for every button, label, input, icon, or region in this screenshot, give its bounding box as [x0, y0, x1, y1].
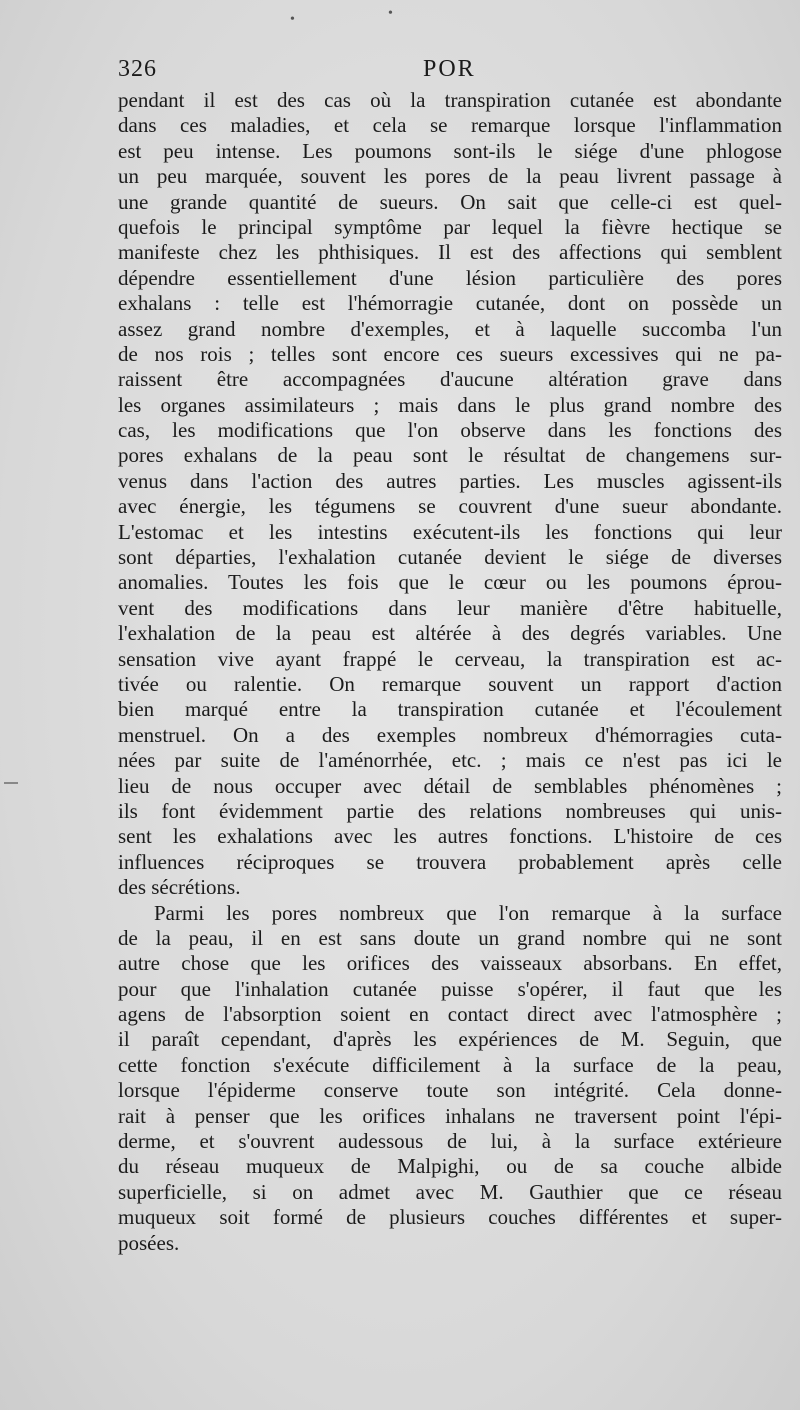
text-line: des sécrétions. — [118, 875, 241, 900]
text-line: superficielle, si on admet avec M. Gauthier que ce réseau — [118, 1179, 782, 1204]
text-line: agens de l'absorption soient en contact direct avec l'atmosphère ; — [118, 1002, 782, 1027]
text-line: sensation vive ayant frappé le cerveau, la transpiration est ac- — [118, 646, 782, 671]
text-line: menstruel. On a des exemples nombreux d'hémorragies cuta- — [118, 722, 782, 747]
text-line: posées. — [118, 1230, 180, 1255]
text-line: de la peau, il en est sans doute un grand nombre qui ne sont — [118, 925, 782, 950]
text-line: quefois le principal symptôme par lequel la fièvre hectique se — [118, 214, 782, 239]
text-line: de nos rois ; telles sont encore ces sueurs excessives qui ne pa- — [118, 341, 782, 366]
text-line: assez grand nombre d'exemples, et à laquelle succomba l'un — [118, 316, 782, 341]
text-line: pores exhalans de la peau sont le résultat de changemens sur- — [118, 443, 782, 468]
text-line: exhalans : telle est l'hémorragie cutanée, dont on possède un — [118, 291, 782, 316]
text-line: avec énergie, les tégumens se couvrent d'une sueur abondante. — [118, 494, 782, 519]
text-line: muqueux soit formé de plusieurs couches différentes et super- — [118, 1205, 782, 1230]
text-line: pour que l'inhalation cutanée puisse s'opérer, il faut que les — [118, 976, 782, 1001]
text-line: venus dans l'action des autres parties. Les muscles agissent-ils — [118, 468, 782, 493]
margin-mark — [4, 782, 18, 784]
paragraph — [118, 88, 782, 901]
print-speck: • — [290, 12, 295, 27]
text-line: une grande quantité de sueurs. On sait que celle-ci est quel- — [118, 189, 782, 214]
text-line: vent des modifications dans leur manière d'être habituelle, — [118, 595, 782, 620]
text-line: lieu de nous occuper avec détail de semblables phénomènes ; — [118, 773, 782, 798]
text-line: dans ces maladies, et cela se remarque lorsque l'inflammation — [118, 113, 782, 138]
page-header — [118, 56, 784, 86]
text-line: du réseau muqueux de Malpighi, ou de sa couche albide — [118, 1154, 782, 1179]
text-line: anomalies. Toutes les fois que le cœur ou les poumons éprou- — [118, 570, 782, 595]
text-line: ils font évidemment partie des relations nombreuses qui unis- — [118, 798, 782, 823]
text-line: lorsque l'épiderme conserve toute son intégrité. Cela donne- — [118, 1078, 782, 1103]
text-line: influences réciproques se trouvera probablement après celle — [118, 849, 782, 874]
body-text — [118, 88, 782, 1256]
text-line: sont départies, l'exhalation cutanée devient le siége de diverses — [118, 545, 782, 570]
text-line: autre chose que les orifices des vaisseaux absorbans. En effet, — [118, 951, 782, 976]
print-speck: • — [388, 6, 393, 21]
text-line: pendant il est des cas où la transpiration cutanée est abondante — [118, 88, 782, 112]
text-line: dépendre essentiellement d'une lésion particulière des pores — [118, 265, 782, 290]
text-line: un peu marquée, souvent les pores de la peau livrent passage à — [118, 164, 782, 189]
text-line: tivée ou ralentie. On remarque souvent un rapport d'action — [118, 671, 782, 696]
text-line: sent les exhalations avec les autres fonctions. L'histoire de ces — [118, 824, 782, 849]
text-line: raissent être accompagnées d'aucune altération grave dans — [118, 367, 782, 392]
text-line: Parmi les pores nombreux que l'on remarque à la surface — [154, 900, 782, 925]
text-line: cas, les modifications que l'on observe dans les fonctions des — [118, 418, 782, 443]
text-line: L'estomac et les intestins exécutent-ils les fonctions qui leur — [118, 519, 782, 544]
running-head: POR — [423, 56, 476, 82]
text-line: cette fonction s'exécute difficilement à la surface de la peau, — [118, 1052, 782, 1077]
text-line: l'exhalation de la peau est altérée à des degrés variables. Une — [118, 621, 782, 646]
paragraph — [118, 901, 782, 1256]
text-line: bien marqué entre la transpiration cutanée et l'écoulement — [118, 697, 782, 722]
text-line: derme, et s'ouvrent audessous de lui, à la surface extérieure — [118, 1129, 782, 1154]
text-line: il paraît cependant, d'après les expériences de M. Seguin, que — [118, 1027, 782, 1052]
text-line: nées par suite de l'aménorrhée, etc. ; mais ce n'est pas ici le — [118, 748, 782, 773]
text-line: les organes assimilateurs ; mais dans le plus grand nombre des — [118, 392, 782, 417]
text-line: rait à penser que les orifices inhalans ne traversent point l'épi- — [118, 1103, 782, 1128]
text-line: est peu intense. Les poumons sont-ils le siége d'une phlogose — [118, 138, 782, 163]
page-number: 326 — [118, 56, 157, 82]
text-line: manifeste chez les phthisiques. Il est des affections qui semblent — [118, 240, 782, 265]
